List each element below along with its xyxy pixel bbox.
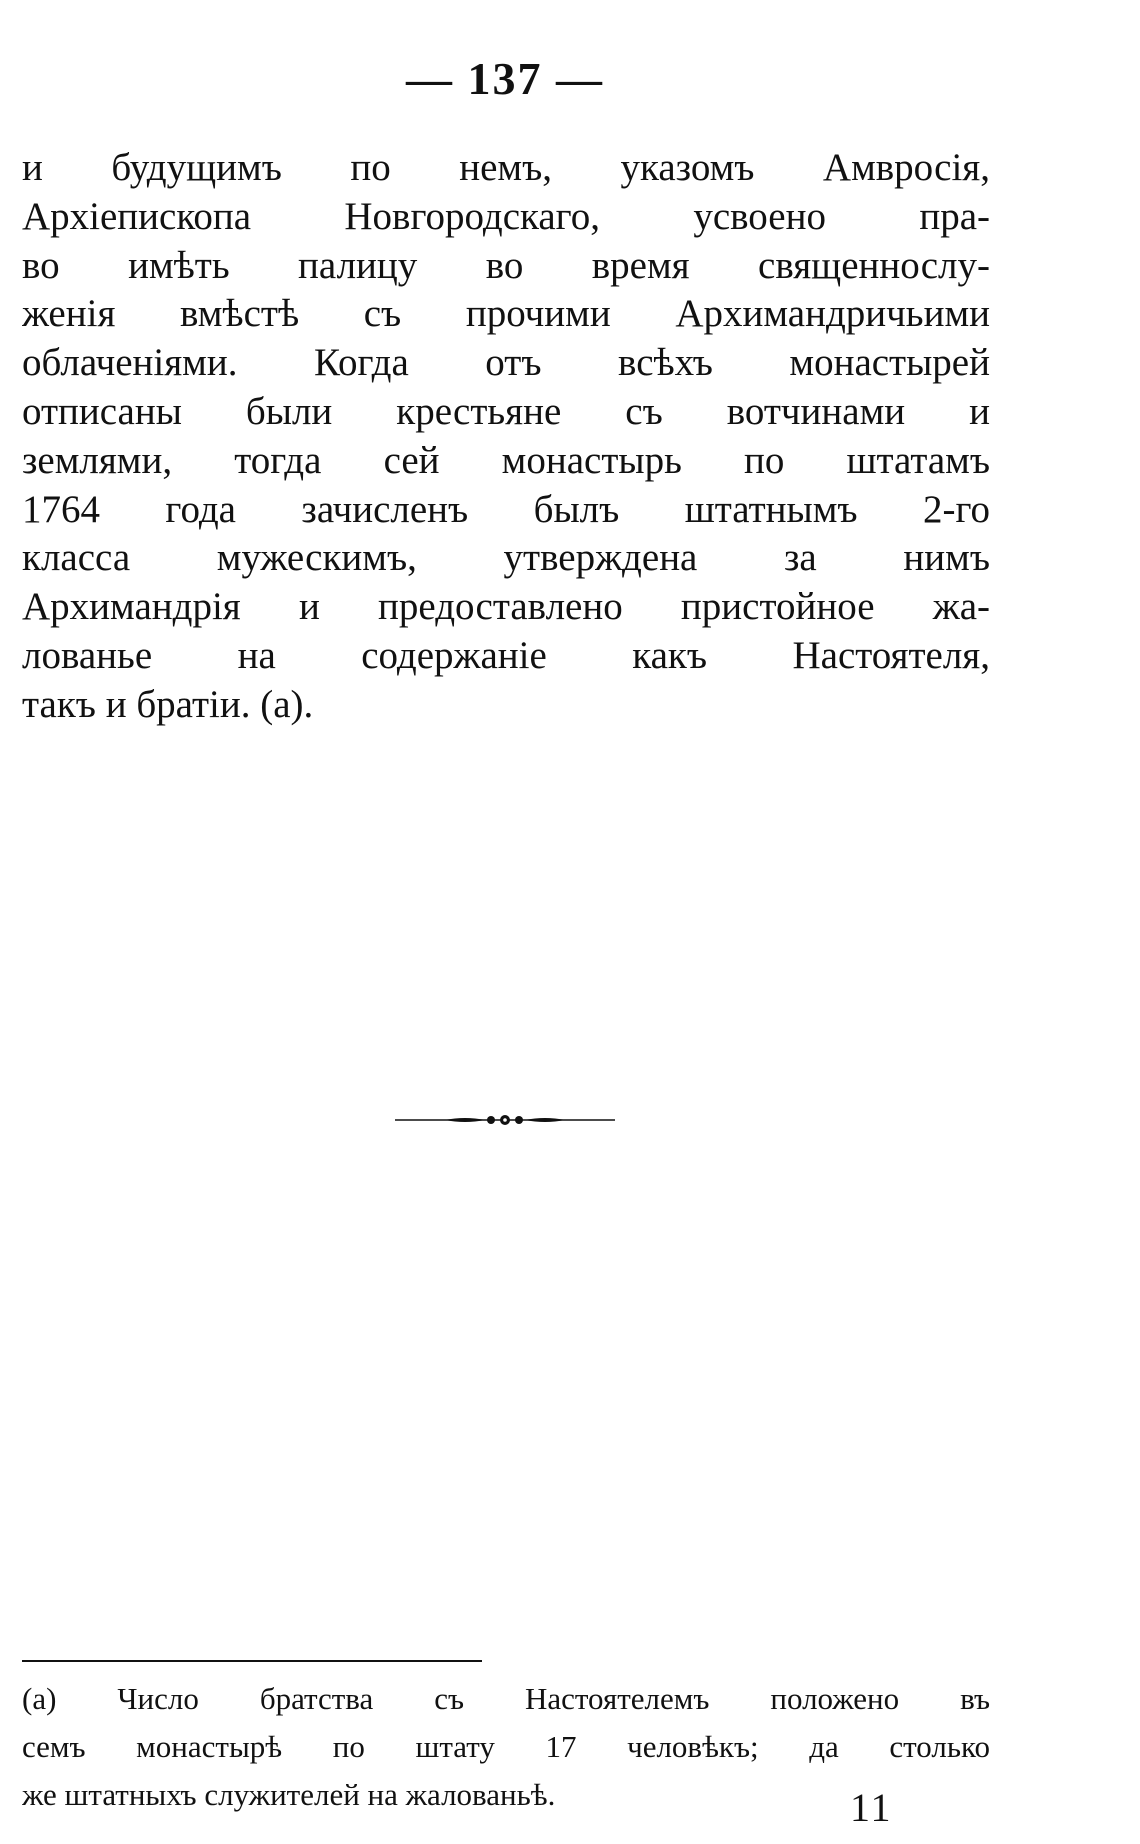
ornamental-divider — [395, 1112, 615, 1128]
body-line: Архіепископа Новгородскаго, усвоено пра- — [22, 194, 990, 238]
footnote-line: (а) Число братства съ Настоятелемъ положено въ — [22, 1681, 990, 1716]
body-line: во имѣть палицу во время священнослу- — [22, 243, 990, 287]
body-line: лованье на содержаніе какъ Настоятеля, — [22, 633, 990, 677]
page-number: — 137 — — [406, 53, 604, 104]
body-line: отписаны были крестьяне съ вотчинами и — [22, 389, 990, 433]
footnote — [22, 1675, 990, 1819]
body-line: 1764 года зачисленъ былъ штатнымъ 2-го — [22, 487, 990, 531]
body-line: Архимандрія и предоставлено пристойное жа- — [22, 585, 990, 629]
body-line: женія вмѣстѣ съ прочими Архимандричьими — [22, 292, 990, 336]
body-line: такъ и братіи. (а). — [22, 682, 314, 726]
body-text — [22, 144, 990, 730]
body-line: облаченіями. Когда отъ всѣхъ монастырей — [22, 341, 990, 385]
footnote-line: же штатныхъ служителей на жалованьѣ. — [22, 1777, 556, 1812]
body-line: и будущимъ по немъ, указомъ Амвросія, — [22, 146, 990, 189]
footnote-rule — [22, 1660, 482, 1662]
signature-mark: 11 — [850, 1785, 893, 1830]
footnote-line: семъ монастырѣ по штату 17 человѣкъ; да столько — [22, 1729, 990, 1764]
body-line: класса мужескимъ, утверждена за нимъ — [22, 536, 990, 580]
body-line: землями, тогда сей монастырь по штатамъ — [22, 438, 990, 482]
